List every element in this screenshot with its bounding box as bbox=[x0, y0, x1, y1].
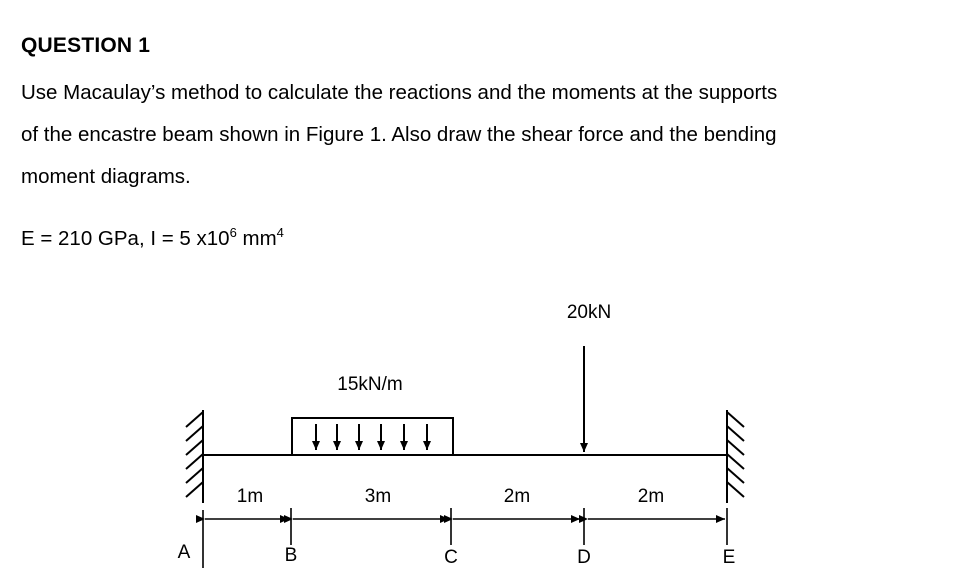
span-label-bc: 3m bbox=[364, 486, 392, 507]
point-label-b: B bbox=[284, 545, 298, 566]
question-text-line-1: Use Macaulay’s method to calculate the reactions and the moments at the supports bbox=[21, 81, 778, 104]
properties-exponent-2: 4 bbox=[276, 225, 284, 240]
properties-unit: mm bbox=[236, 227, 277, 250]
question-text-line-3: moment diagrams. bbox=[21, 165, 191, 188]
point-label-e: E bbox=[722, 547, 736, 568]
udl-load bbox=[292, 418, 453, 455]
span-label-de: 2m bbox=[637, 486, 665, 507]
question-heading: QUESTION 1 bbox=[21, 34, 151, 57]
properties-prefix: E = 210 GPa, I = 5 x10 bbox=[21, 227, 230, 250]
properties-exponent-1: 6 bbox=[229, 225, 237, 240]
point-load-label: 20kN bbox=[566, 302, 612, 323]
udl-label: 15kN/m bbox=[337, 374, 403, 395]
question-text-line-2: of the encastre beam shown in Figure 1. Also draw the shear force and the bending bbox=[21, 123, 777, 146]
point-label-d: D bbox=[577, 547, 591, 568]
right-fixed-support bbox=[727, 410, 744, 503]
left-fixed-support bbox=[186, 410, 203, 503]
dimension-lines bbox=[203, 508, 727, 568]
span-label-ab: 1m bbox=[236, 486, 264, 507]
point-label-c: C bbox=[444, 547, 458, 568]
span-label-cd: 2m bbox=[503, 486, 531, 507]
point-label-a: A bbox=[177, 542, 191, 563]
